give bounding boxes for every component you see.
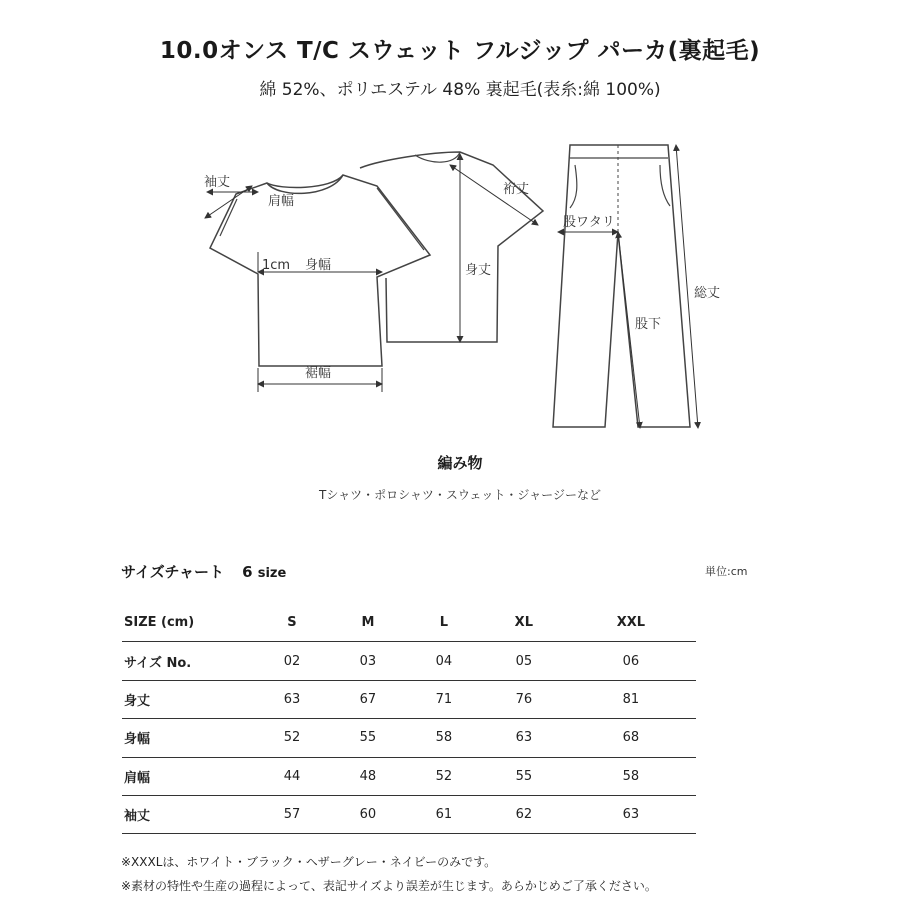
table-cell: 06: [566, 642, 696, 680]
size-table: [122, 604, 696, 834]
label-hem-width: 裾幅: [305, 366, 332, 381]
table-cell: 48: [330, 757, 406, 795]
fabric-type-description: Tシャツ・ポロシャツ・スウェット・ジャージーなど: [319, 488, 601, 502]
measurement-diagram: [0, 0, 920, 440]
label-body-width: 身幅: [305, 258, 332, 273]
table-row: [122, 795, 696, 833]
table-cell: 58: [566, 757, 696, 795]
fabric-type-title: 編み物: [437, 454, 483, 472]
header-size-label: SIZE (cm): [122, 604, 254, 642]
material-composition: 綿 52%、ポリエステル 48% 裏起毛(表糸:綿 100%): [259, 80, 661, 100]
row-label: 身幅: [122, 719, 254, 757]
table-cell: 52: [254, 719, 330, 757]
tshirt-back-outline: [360, 152, 543, 342]
note-line: ※XXXLは、ホワイト・ブラック・ヘザーグレー・ネイビーのみです。: [121, 855, 497, 869]
table-cell: 63: [566, 795, 696, 833]
label-sleeve-length: 袖丈: [204, 175, 231, 190]
label-body-length: 身丈: [465, 263, 492, 278]
row-label: 身丈: [122, 680, 254, 718]
label-total-length: 総丈: [694, 286, 721, 301]
unit-label: 単位:cm: [705, 565, 748, 578]
table-cell: 04: [406, 642, 482, 680]
table-cell: 02: [254, 642, 330, 680]
table-row: [122, 757, 696, 795]
notes: [121, 850, 657, 898]
header-size-l: L: [406, 604, 482, 642]
table-cell: 60: [330, 795, 406, 833]
header-size-xl: XL: [482, 604, 566, 642]
label-shoulder-width: 肩幅: [268, 194, 295, 209]
size-count-number: 6: [242, 563, 253, 581]
table-row: [122, 719, 696, 757]
table-cell: 03: [330, 642, 406, 680]
note-line: ※素材の特性や生産の過程によって、表記サイズより誤差が生じます。あらかじめご了承ください。: [121, 879, 657, 893]
label-rise: 股ワタリ: [563, 215, 615, 230]
table-cell: 44: [254, 757, 330, 795]
shoulder-arrow: [205, 186, 252, 218]
table-row: [122, 642, 696, 680]
table-header-row: [122, 604, 696, 642]
table-cell: 61: [406, 795, 482, 833]
label-one-cm: 1cm: [262, 258, 291, 273]
row-label: 肩幅: [122, 757, 254, 795]
table-cell: 67: [330, 680, 406, 718]
table-row: [122, 680, 696, 718]
label-inseam: 股下: [635, 317, 662, 332]
table-cell: 55: [330, 719, 406, 757]
label-sleeve-from-neck: 裄丈: [503, 182, 530, 197]
size-count-unit: size: [257, 566, 287, 581]
header-size-m: M: [330, 604, 406, 642]
size-chart-title-text: サイズチャート: [121, 563, 225, 581]
table-cell: 63: [254, 680, 330, 718]
header-size-s: S: [254, 604, 330, 642]
table-cell: 55: [482, 757, 566, 795]
page-title: 10.0オンス T/C スウェット フルジップ パーカ(裏起毛): [159, 38, 761, 64]
tshirt-front-collar: [267, 175, 343, 193]
table-cell: 05: [482, 642, 566, 680]
row-label: 袖丈: [122, 795, 254, 833]
table-cell: 81: [566, 680, 696, 718]
table-cell: 52: [406, 757, 482, 795]
table-cell: 68: [566, 719, 696, 757]
row-label: サイズ No.: [122, 642, 254, 680]
table-cell: 71: [406, 680, 482, 718]
table-cell: 76: [482, 680, 566, 718]
table-cell: 63: [482, 719, 566, 757]
pants-outline: [553, 145, 690, 427]
size-chart-title: [121, 561, 286, 582]
table-cell: 62: [482, 795, 566, 833]
table-cell: 57: [254, 795, 330, 833]
header-size-xxl: XXL: [566, 604, 696, 642]
table-cell: 58: [406, 719, 482, 757]
